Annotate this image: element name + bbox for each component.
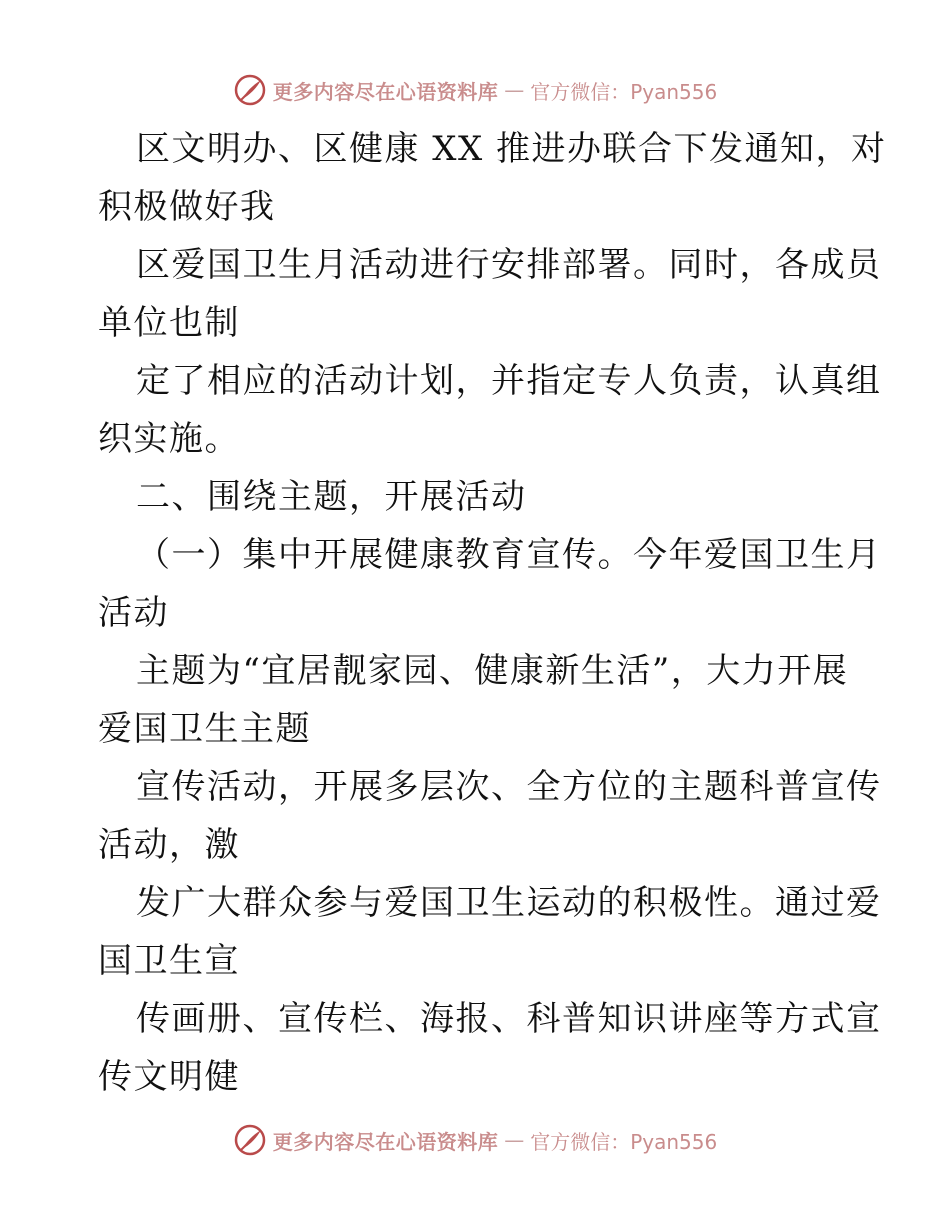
text-line: 传文明健 [98, 1057, 240, 1097]
subsection-heading: （一）集中开展健康教育宣传。今年爱国卫生月 [136, 535, 882, 575]
text-line: 主题为“宜居靓家园、健康新生活”，大力开展 [136, 651, 849, 691]
text-line: 定了相应的活动计划，并指定专人负责，认真组 [136, 361, 882, 401]
text-line: 单位也制 [98, 303, 240, 343]
text-line: 宣传活动，开展多层次、全方位的主题科普宣传 [136, 767, 882, 807]
text-line: 发广大群众参与爱国卫生运动的积极性。通过爱 [136, 883, 882, 923]
text-line: 区文明办、区健康 XX 推进办联合下发通知，对 [136, 129, 887, 169]
watermark-text: 更多内容尽在心语资料库 [272, 79, 499, 104]
feather-pen-logo-icon [233, 73, 267, 107]
watermark-text: 更多内容尽在心语资料库 [272, 1129, 499, 1154]
text-line: 活动，激 [98, 825, 240, 865]
section-heading: 二、围绕主题，开展活动 [136, 477, 527, 517]
watermark-separator: — [504, 78, 525, 102]
text-line: 传画册、宣传栏、海报、科普知识讲座等方式宣 [136, 999, 882, 1039]
text-line: 区爱国卫生月活动进行安排部署。同时，各成员 [136, 245, 882, 285]
watermark-separator: — [504, 1128, 525, 1152]
text-line: 活动 [98, 593, 169, 633]
header-watermark [0, 70, 950, 110]
text-line: 爱国卫生主题 [98, 709, 311, 749]
text-line: 国卫生宣 [98, 941, 240, 981]
document-body [98, 120, 887, 1106]
text-line: 织实施。 [98, 419, 240, 459]
text-line: 积极做好我 [98, 187, 276, 227]
feather-pen-logo-icon [233, 1123, 267, 1157]
footer-watermark [0, 1120, 950, 1160]
watermark-contact: 官方微信：Pyan556 [530, 1129, 718, 1154]
watermark-contact: 官方微信：Pyan556 [530, 79, 718, 104]
